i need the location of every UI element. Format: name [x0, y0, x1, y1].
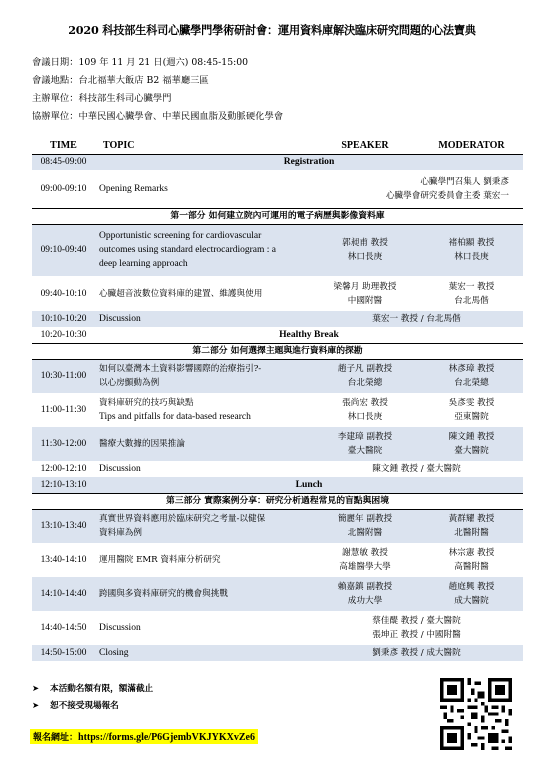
- opening-people: 心臟學門召集人 劉秉彥 心臟學會研究委員會主委 葉宏一: [385, 176, 509, 201]
- table-row: 11:30-12:00 醫療大數據的因果推論 李建璋 副教授 臺大醫院 陳文鍾 教授 臺大醫院: [32, 427, 523, 461]
- table-row: 09:00-09:10 Opening Remarks 心臟學門召集人 劉秉彥 心臟學會研究委員會主委 葉宏一: [32, 170, 523, 208]
- header-topic: TOPIC: [95, 139, 310, 154]
- registration-link[interactable]: [30, 729, 258, 744]
- lunch-label: Lunch: [95, 477, 523, 493]
- healthy-break-label: Healthy Break: [279, 328, 339, 340]
- registration-url[interactable]: https://forms.gle/P6GjembVKJYKXvZe6: [78, 732, 255, 743]
- section-heading: 第二部分 如何選擇主題與進行資料庫的探勘: [32, 343, 523, 359]
- notes-list: [32, 681, 153, 715]
- header-speaker: SPEAKER: [310, 139, 420, 154]
- section-heading: 第一部分 如何建立院內可運用的電子病歷與影像資料庫: [32, 208, 523, 224]
- info-date: 會議日期：109 年 11 月 21 日(週六) 08:45-15:00: [32, 57, 249, 68]
- header-moderator: MODERATOR: [420, 139, 523, 154]
- table-row: 12:10-13:10 Lunch: [32, 477, 523, 493]
- qr-code-icon: [440, 678, 512, 750]
- event-info: [32, 54, 283, 126]
- header-time: TIME: [32, 139, 95, 154]
- table-row: 09:40-10:10 心臟超音波數位資料庫的建置、維護與使用 梁馨月 助理教授 中國附醫 葉宏一 教授 台北馬偕: [40, 281, 495, 306]
- arrow-icon: ➤: [32, 684, 40, 694]
- section-heading: 第三部分 實際案例分享：研究分析過程常見的盲點與困境: [32, 493, 523, 509]
- note-item: ➤ 恕不接受現場報名: [32, 698, 153, 715]
- table-row: 09:10-09:40 Opportunistic screening for cardiovascular outcomes using standard electrocardiogram : a deep learning approach 郭昶甫 教授 林口長庚 褚柏顯 教授 林口長庚: [32, 224, 523, 276]
- table-row: 10:20-10:30 Healthy Break: [32, 327, 523, 343]
- table-row: 14:10-14:40 跨國與多資料庫研究的機會與挑戰 賴嘉鎮 副教授 成功大學 趙庭興 教授 成大醫院: [32, 577, 523, 611]
- table-row: 12:00-12:10 Discussion 陳文鍾 教授 / 臺大醫院: [40, 464, 461, 474]
- table-row: 14:40-14:50 Discussion 蔡佳醍 教授 / 臺大醫院 張坤正 教授 / 中國附醫: [40, 616, 461, 640]
- info-venue: 會議地點：台北福華大飯店 B2 福華廳三區: [32, 75, 209, 86]
- table-row: 13:40-14:10 運用醫院 EMR 資料庫分析研究 謝慧敏 教授 高雄醫學大學 林宗憲 教授 高醫附醫: [40, 548, 495, 572]
- schedule-table: [32, 139, 523, 661]
- table-row: 10:30-11:00 如何以臺灣本土資料影響國際的治療指引?- 以心房顫動為例 趙子凡 副教授 台北榮總 林彥璋 教授 台北榮總: [32, 359, 523, 393]
- arrow-icon: ➤: [32, 701, 40, 711]
- page-title: 2020 科技部生科司心臟學門學術研討會：運用資料庫解決臨床研究問題的心法寶典: [68, 23, 476, 37]
- table-row: 08:45-09:00 Registration: [32, 154, 523, 170]
- table-row: 11:00-11:30 資料庫研究的技巧與缺點 Tips and pitfalls for data-based research 張尚宏 教授 林口長庚 吳彥雯 教授 亞東醫院: [40, 398, 495, 422]
- registration-label: Registration: [95, 154, 523, 170]
- info-co-organizer: 協辦單位：中華民國心臟學會、中華民國血脂及動脈硬化學會: [32, 111, 284, 122]
- registration-label: 報名網址：: [33, 733, 79, 743]
- table-header-row: [32, 139, 523, 154]
- table-row: 13:10-13:40 真實世界資料應用於臨床研究之考量-以健保 資料庫為例 簡麗年 副教授 北醫附醫 黃群耀 教授 北醫附醫: [32, 509, 523, 543]
- table-row: 14:50-15:00 Closing 劉秉彥 教授 / 成大醫院: [32, 645, 523, 661]
- info-organizer: 主辦單位：科技部生科司心臟學門: [32, 93, 172, 104]
- table-row: 10:10-10:20 Discussion 葉宏一 教授 / 台北馬偕: [32, 311, 523, 327]
- note-item: ➤ 本活動名額有限，額滿截止: [32, 681, 153, 698]
